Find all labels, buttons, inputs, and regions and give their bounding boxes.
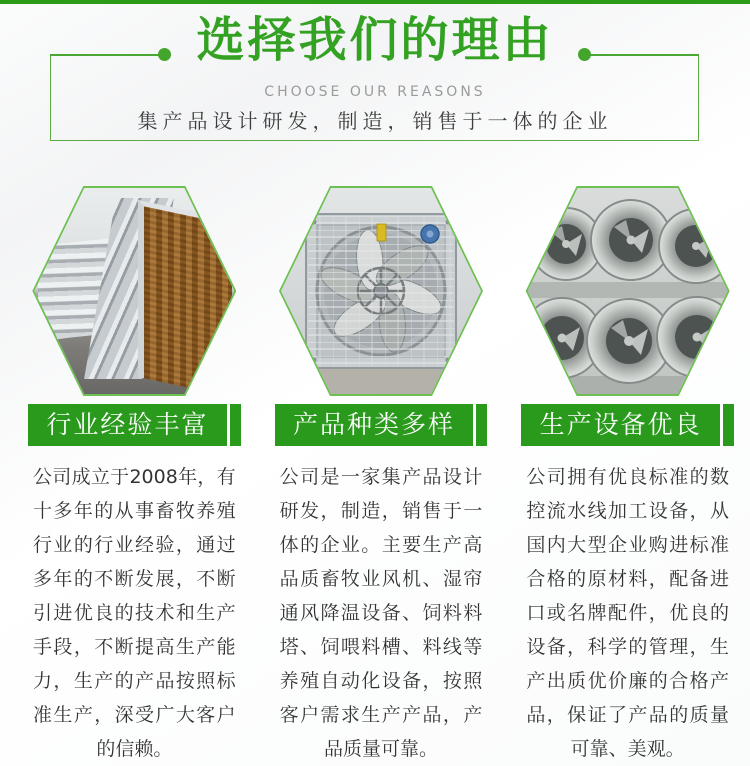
banner-label: 产品种类多样 — [275, 404, 474, 446]
banner-accent-tab — [723, 404, 734, 446]
header-line-left — [50, 54, 160, 56]
banner-industry-experience — [28, 404, 241, 446]
hexagon-frame — [32, 186, 236, 396]
hexagon-frame — [526, 186, 730, 396]
banner-accent-tab — [230, 404, 241, 446]
column-production-equipment — [521, 186, 734, 766]
header-line-right — [589, 54, 699, 56]
cooling-pads-photo — [34, 188, 234, 394]
header-dot-right — [578, 48, 591, 61]
exhaust-fan-photo — [281, 188, 481, 394]
subtitle-en: CHOOSE OUR REASONS — [264, 84, 486, 100]
column-industry-experience — [28, 186, 241, 766]
banner-label: 生产设备优良 — [521, 404, 720, 446]
subtitle-cn: 集产品设计研发，制造，销售于一体的企业 — [137, 109, 613, 133]
banner-label: 行业经验丰富 — [28, 404, 227, 446]
column-product-variety — [275, 186, 488, 766]
paragraph-production-equipment: 公司拥有优良标准的数控流水线加工设备，从国内大型企业购进标准合格的原材料，配备进口或名牌配件，优良的设备，科学的管理，生产出质优价廉的合格产品，保证了产品的质量可靠、美观。 — [526, 466, 730, 760]
paragraph-product-variety: 公司是一家集产品设计研发，制造，销售于一体的企业。主要生产高品质畜牧业风机、湿帘通风降温设备、饲料料塔、饲喂料槽、料线等养殖自动化设备，按照客户需求生产产品，产品质量可靠。 — [279, 466, 483, 760]
banner-product-variety — [275, 404, 488, 446]
exhaust-fan-art — [281, 188, 481, 394]
header — [0, 10, 750, 146]
page-title: 选择我们的理由 — [196, 12, 554, 68]
brown-cooling-pad — [138, 200, 232, 394]
hexagon-frame — [279, 186, 483, 396]
top-accent-bar — [0, 0, 750, 4]
banner-accent-tab — [476, 404, 487, 446]
banner-production-equipment — [521, 404, 734, 446]
paragraph-industry-experience: 公司成立于2008年，有十多年的从事畜牧养殖行业的行业经验，通过多年的不断发展，不断引进优良的技术和生产手段，不断提高生产能力，生产的产品按照标准生产，深受广大客户的信赖。 — [33, 466, 236, 760]
cone-fans-photo — [528, 188, 728, 394]
header-dot-left — [158, 48, 171, 61]
cone-fans-art — [528, 188, 728, 394]
content-columns — [0, 186, 750, 766]
